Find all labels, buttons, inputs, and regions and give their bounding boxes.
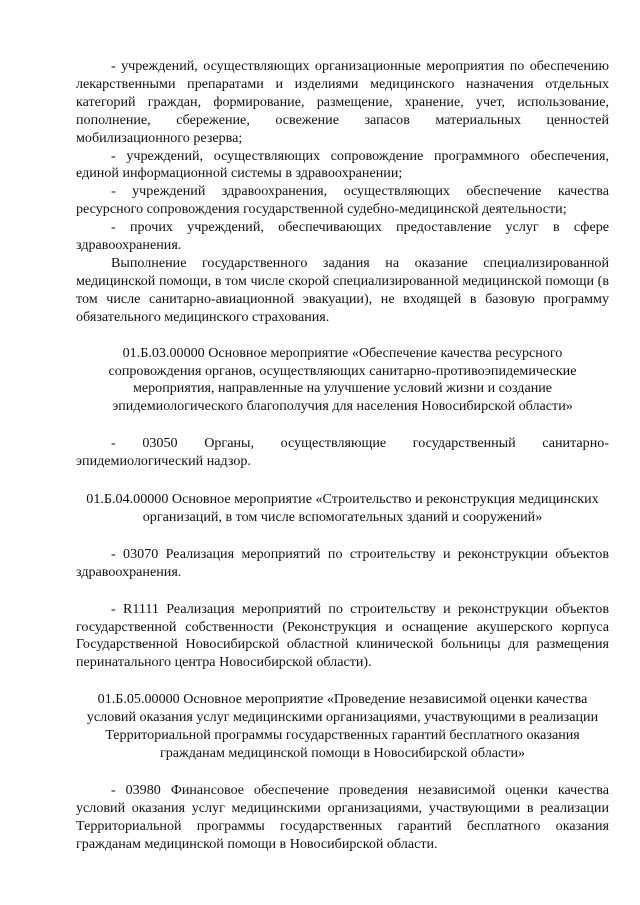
- heading-01-b-04: 01.Б.04.00000 Основное мероприятие «Строительство и реконструкция медицинских организаций, в том числе вспомогательных зданий и сооружений»: [86, 491, 599, 525]
- paragraph-item-4: - прочих учреждений, обеспечивающих предоставление услуг в сфере здравоохранения.: [76, 219, 609, 254]
- paragraph-r1111: - R1111 Реализация мероприятий по строительству и реконструкции объектов государственной собственности (Реконструкция и оснащение акушерского корпуса Государственной Новосибирской областной клинической больницы для размещения перинатального центра Новосибирской области).: [76, 600, 609, 671]
- paragraph-03050: - 03050 Органы, осуществляющие государственный санитарно-эпидемиологический надзор.: [76, 435, 609, 470]
- paragraph-item-1: - учреждений, осуществляющих организационные мероприятия по обеспечению лекарственными препаратами и изделиями медицинского назначения отдельных категорий граждан, формирование, размещение, хранение, учет, использование, пополнение, сбережение, освежение запасов материальных ценностей мобилизационного резерва;: [76, 58, 609, 146]
- document-page: [76, 58, 609, 854]
- paragraph-item-2: - учреждений, осуществляющих сопровождение программного обеспечения, единой информационной системы в здравоохранении;: [76, 147, 609, 182]
- heading-01-b-05: 01.Б.05.00000 Основное мероприятие «Проведение независимой оценки качества условий оказания услуг медицинскими организациями, участвующими в реализации Территориальной программы государственных гарантий бесплатного оказания гражданам медицинской помощи в Новосибирской области»: [86, 691, 599, 761]
- paragraph-03980: - 03980 Финансовое обеспечение проведения независимой оценки качества условий оказания услуг медицинскими организациями, участвующими в реализации Территориальной программы государственных гарантий бесплатного оказания гражданам медицинской помощи в Новосибирской области.: [76, 781, 609, 852]
- paragraph-item-3: - учреждений здравоохранения, осуществляющих обеспечение качества ресурсного сопровождения государственной судебно-медицинской деятельности;: [76, 183, 609, 218]
- paragraph-task-execution: Выполнение государственного задания на оказание специализированной медицинской помощи, в том числе скорой специализированной медицинской помощи (в том числе санитарно-авиационной эвакуации), не входящей в базовую программу обязательного медицинского страхования.: [76, 254, 609, 325]
- paragraph-03070: - 03070 Реализация мероприятий по строительству и реконструкции объектов здравоохранения.: [76, 545, 609, 580]
- heading-01-b-03: 01.Б.03.00000 Основное мероприятие «Обеспечение качества ресурсного сопровождения органов, осуществляющих санитарно-противоэпидемические мероприятия, направленные на улучшение условий жизни и создание эпидемиологического благополучия для населения Новосибирской области»: [108, 344, 577, 415]
